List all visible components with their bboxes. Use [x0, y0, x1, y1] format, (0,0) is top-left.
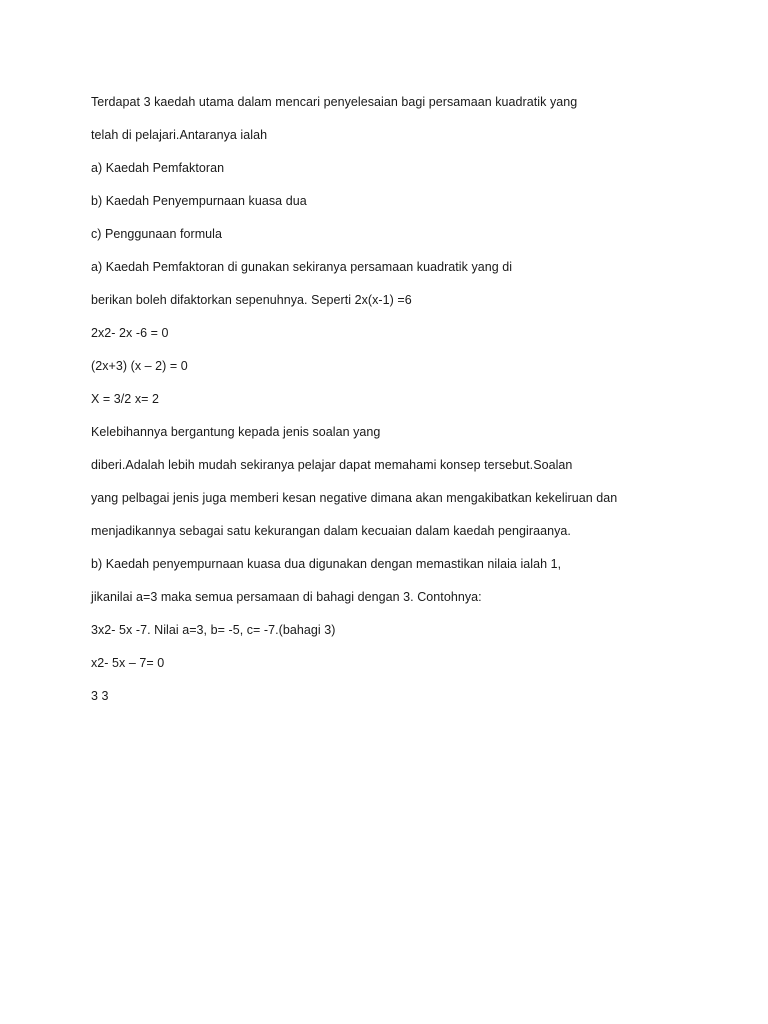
text-line: jikanilai a=3 maka semua persamaan di bahagi dengan 3. Contohnya:	[91, 590, 482, 604]
text-line: yang pelbagai jenis juga memberi kesan negative dimana akan mengakibatkan kekeliruan dan	[91, 491, 618, 505]
text-line: (2x+3) (x – 2) = 0	[91, 359, 188, 373]
text-line: Kelebihannya bergantung kepada jenis soalan yang	[91, 425, 381, 439]
text-line: Terdapat 3 kaedah utama dalam mencari penyelesaian bagi persamaan kuadratik yang	[91, 95, 578, 109]
text-line: 3x2- 5x -7. Nilai a=3, b= -5, c= -7.(bahagi 3)	[91, 623, 336, 637]
text-line: c) Penggunaan formula	[91, 227, 222, 241]
text-line: telah di pelajari.Antaranya ialah	[91, 128, 268, 142]
text-line: x2- 5x – 7= 0	[91, 656, 165, 670]
text-line: b) Kaedah Penyempurnaan kuasa dua	[91, 194, 307, 208]
text-line: berikan boleh difaktorkan sepenuhnya. Seperti 2x(x-1) =6	[91, 293, 412, 307]
text-line: 3 3	[91, 689, 109, 703]
text-line: X = 3/2 x= 2	[91, 392, 160, 406]
text-line: 2x2- 2x -6 = 0	[91, 326, 169, 340]
text-line: menjadikannya sebagai satu kekurangan dalam kecuaian dalam kaedah pengiraanya.	[91, 524, 571, 538]
text-body	[91, 93, 731, 720]
text-line: b) Kaedah penyempurnaan kuasa dua digunakan dengan memastikan nilaia ialah 1,	[91, 557, 562, 571]
text-line: a) Kaedah Pemfaktoran	[91, 161, 225, 175]
text-line: a) Kaedah Pemfaktoran di gunakan sekiranya persamaan kuadratik yang di	[91, 260, 513, 274]
text-line: diberi.Adalah lebih mudah sekiranya pelajar dapat memahami konsep tersebut.Soalan	[91, 458, 573, 472]
